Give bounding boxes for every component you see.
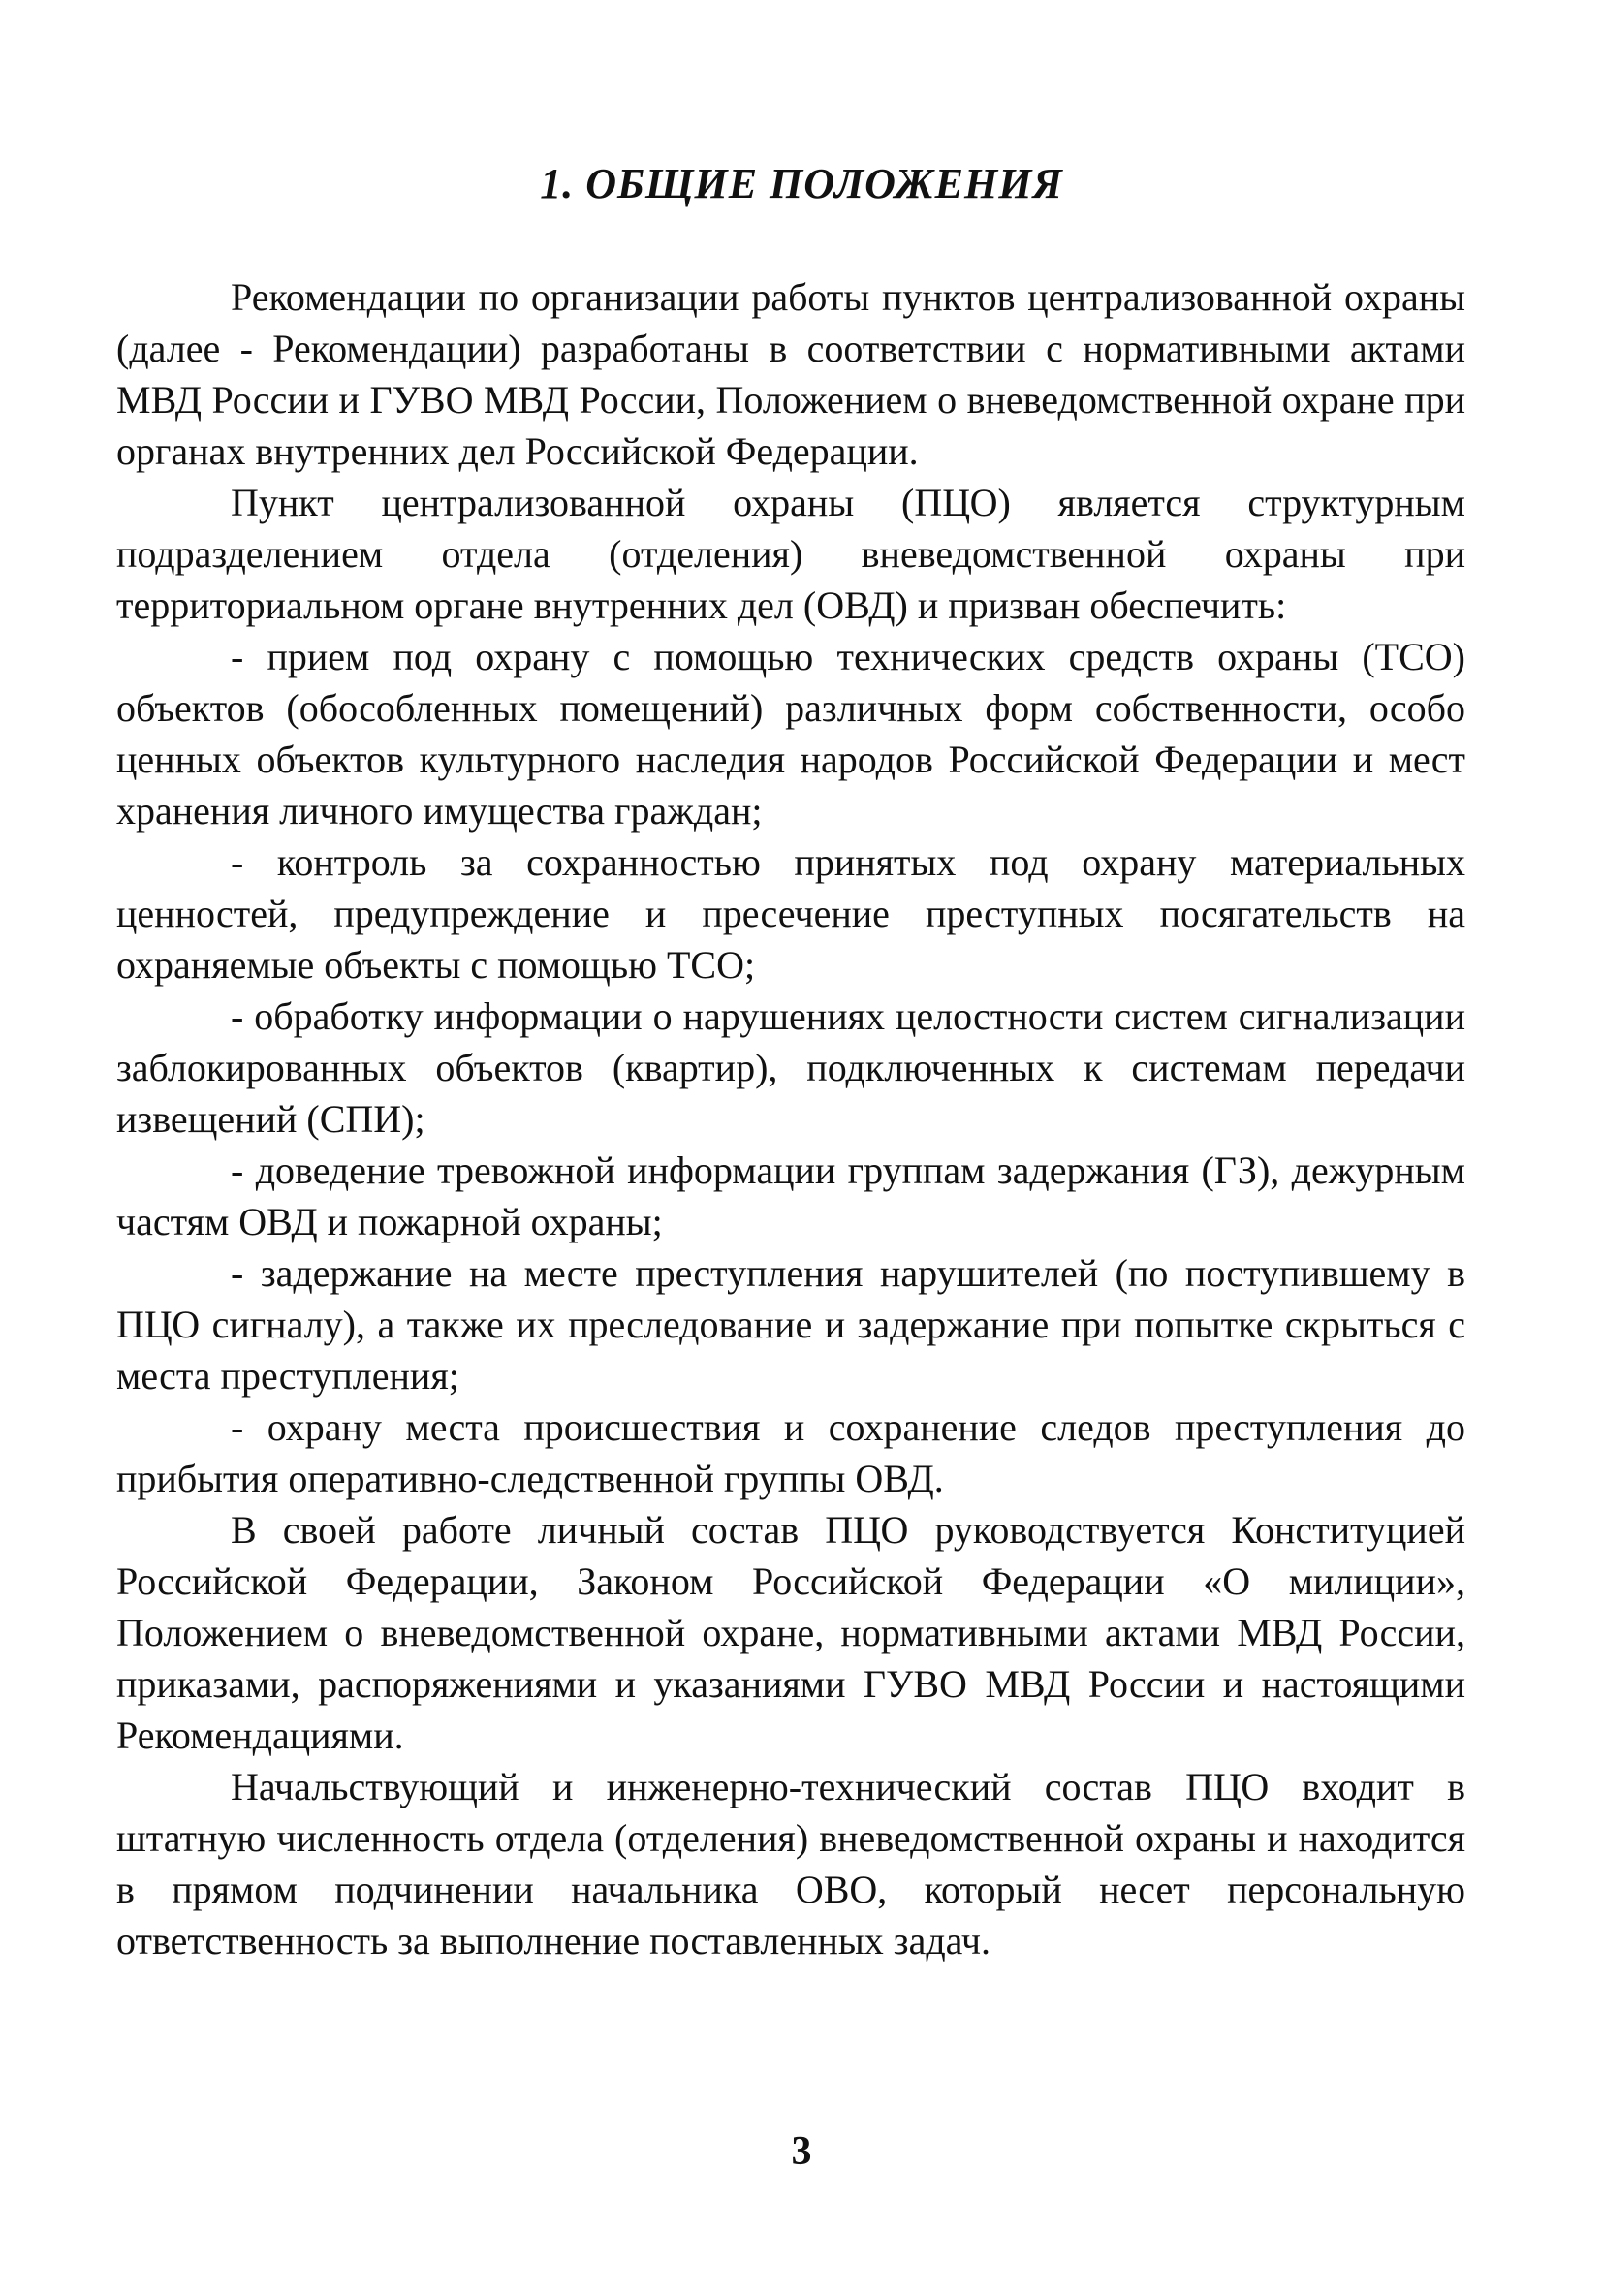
list-item-reception: - прием под охрану с помощью технических средств охраны (ТСО) объектов (обособленных помещений) различных форм собственности, особо ценных объектов культурного наследия народов Российской Федерации и мест хранения личного имущества граждан; bbox=[116, 635, 1465, 833]
paragraph-pco-definition: Пункт централизованной охраны (ПЦО) является структурным подразделением отдела (отделения) вневедомственной охраны при территориальном органе внутренних дел (ОВД) и призван обеспечить: bbox=[116, 481, 1465, 627]
list-item-scene-protection: - охрану места происшествия и сохранение следов преступления до прибытия оперативно-следственной группы ОВД. bbox=[116, 1405, 1465, 1500]
list-item-detention: - задержание на месте преступления нарушителей (по поступившему в ПЦО сигналу), а также их преследование и задержание при попытке скрыться с места преступления; bbox=[116, 1251, 1465, 1398]
section-title: 1. ОБЩИЕ ПОЛОЖЕНИЯ bbox=[540, 160, 1063, 207]
list-item-processing: - обработку информации о нарушениях целостности систем сигнализации заблокированных объектов (квартир), подключенных к системам передачи извещений (СПИ); bbox=[116, 994, 1465, 1141]
page-number: 3 bbox=[791, 2129, 812, 2174]
list-item-control: - контроль за сохранностью принятых под охрану материальных ценностей, предупреждение и пресечение преступных посягательств на охраняемые объекты с помощью ТСО; bbox=[116, 840, 1465, 987]
list-item-alert-delivery: - доведение тревожной информации группам задержания (ГЗ), дежурным частям ОВД и пожарной охраны; bbox=[116, 1148, 1465, 1243]
paragraph-intro: Рекомендации по организации работы пунктов централизованной охраны (далее - Рекомендации) разработаны в соответствии с нормативными актами МВД России и ГУВО МВД России, Положением о вневедомственной охране при органах внутренних дел Российской Федерации. bbox=[116, 275, 1465, 473]
paragraph-staff: Начальствующий и инженерно-технический состав ПЦО входит в штатную численность отдела (отделения) вневедомственной охраны и находится в прямом подчинении начальника ОВО, который несет персональную ответственность за выполнение поставленных задач. bbox=[116, 1765, 1465, 1963]
body-text bbox=[116, 271, 1465, 1966]
paragraph-guidance: В своей работе личный состав ПЦО руководствуется Конституцией Российской Федерации, Законом Российской Федерации «О милиции», Положением о вневедомственной охране, нормативными актами МВД России, приказами, распоряжениями и указаниями ГУВО МВД России и настоящими Рекомендациями. bbox=[116, 1508, 1465, 1757]
